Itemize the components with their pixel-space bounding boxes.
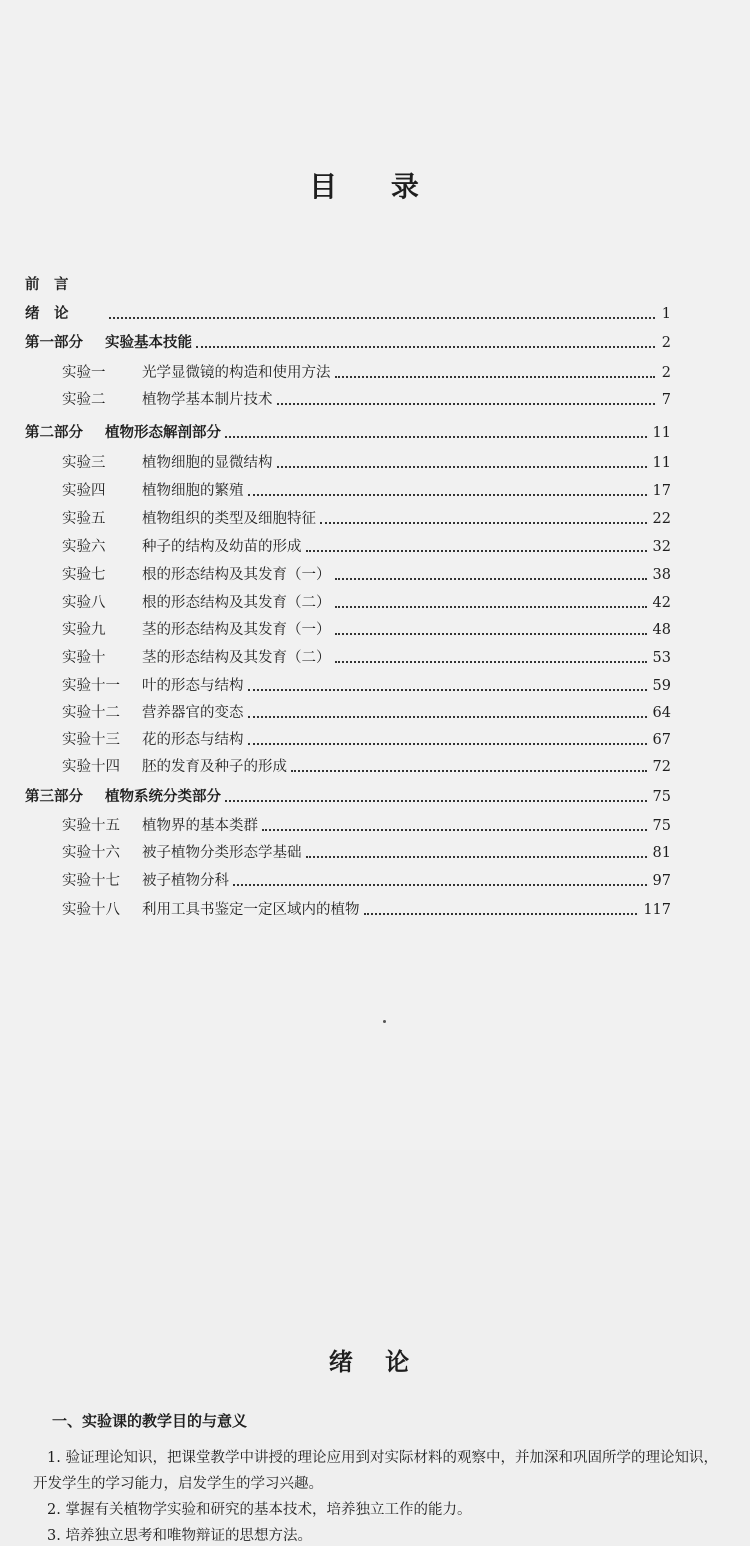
toc-entry	[62, 450, 671, 472]
toc-leader-dots	[248, 494, 647, 496]
toc-page-number: 97	[652, 873, 671, 889]
toc-entry-number: 第一部分	[25, 335, 83, 351]
toc-entry-number: 实验十五	[62, 818, 120, 834]
toc-entry	[62, 645, 671, 667]
toc-entry-number: 实验十七	[62, 873, 120, 889]
toc-entry-title: 植物界的基本类群	[142, 818, 258, 834]
toc-entry-number: 实验二	[62, 392, 106, 408]
toc-leader-dots	[225, 436, 647, 438]
toc-page-number: 22	[652, 511, 671, 527]
toc-page-number: 81	[652, 845, 671, 861]
intro-title: 绪 论	[328, 1347, 422, 1376]
toc-entry-title: 植物学基本制片技术	[142, 392, 273, 408]
toc-entry	[62, 700, 671, 722]
toc-leader-dots	[248, 743, 647, 745]
toc-entry	[25, 784, 671, 806]
toc-leader-dots	[320, 522, 647, 524]
toc-leader-dots	[277, 403, 656, 405]
toc-page-number: 48	[652, 622, 671, 638]
section-heading: 一、实验课的教学目的与意义	[52, 1412, 248, 1430]
toc-entry-number: 实验五	[62, 511, 106, 527]
toc-page-number: 11	[652, 455, 671, 471]
toc-leader-dots	[233, 884, 647, 886]
toc-page-number: 75	[652, 789, 671, 805]
toc-entry-number: 实验四	[62, 483, 106, 499]
toc-entry-title: 根的形态结构及其发育（一）	[142, 567, 331, 583]
toc-entry	[62, 673, 671, 695]
toc-entry-title: 被子植物分类形态学基础	[142, 845, 302, 861]
toc-entry	[62, 562, 671, 584]
toc-page-number: 2	[661, 335, 671, 351]
toc-entry-number: 实验十八	[62, 902, 120, 918]
toc-entry	[62, 478, 671, 500]
toc-leader-dots	[248, 689, 647, 691]
toc-entry-title: 叶的形态与结构	[142, 678, 244, 694]
toc-entry-number: 实验七	[62, 567, 106, 583]
toc-entry	[25, 272, 671, 294]
toc-leader-dots	[306, 550, 647, 552]
toc-entry-title: 被子植物分科	[142, 873, 229, 889]
toc-entry-number: 实验十六	[62, 845, 120, 861]
toc-page-number: 53	[652, 650, 671, 666]
toc-entry	[62, 387, 671, 409]
toc-leader-dots	[335, 661, 647, 663]
toc-page-number: 1	[661, 306, 671, 322]
toc-entry	[62, 506, 671, 528]
toc-entry-number: 实验一	[62, 365, 106, 381]
paragraph-1: 1. 验证理论知识，把课堂教学中讲授的理论应用到对实际材料的观察中，并加深和巩固所学的理论知识，开发学生的学习能力，启发学生的学习兴趣。	[33, 1450, 718, 1492]
toc-entry-title: 种子的结构及幼苗的形成	[142, 539, 302, 555]
toc-page-number: 11	[652, 425, 671, 441]
toc-entry	[62, 360, 671, 382]
toc-entry-title: 植物组织的类型及细胞特征	[142, 511, 316, 527]
toc-page-number: 42	[652, 595, 671, 611]
toc-entry	[25, 420, 671, 442]
toc-entry-title: 茎的形态结构及其发育（一）	[142, 622, 331, 638]
toc-entry	[62, 617, 671, 639]
toc-leader-dots	[335, 578, 647, 580]
toc-entry-title: 光学显微镜的构造和使用方法	[142, 365, 331, 381]
toc-leader-dots	[277, 466, 647, 468]
toc-page-number: 75	[652, 818, 671, 834]
toc-leader-dots	[225, 800, 647, 802]
toc-entry-title: 利用工具书鉴定一定区域内的植物	[142, 902, 360, 918]
toc-page-number: 38	[652, 567, 671, 583]
toc-page-number: 7	[661, 392, 671, 408]
toc-entry-number: 实验八	[62, 595, 106, 611]
toc-entry-number: 第三部分	[25, 789, 83, 805]
toc-entry-title: 营养器官的变态	[142, 705, 244, 721]
toc-entry-title: 植物系统分类部分	[105, 789, 221, 805]
toc-entry	[25, 301, 671, 323]
toc-entry	[62, 868, 671, 890]
toc-entry-number: 实验六	[62, 539, 106, 555]
toc-entry	[62, 813, 671, 835]
toc-leader-dots	[335, 633, 647, 635]
paragraph-3: 3. 培养独立思考和唯物辩证的思想方法。	[47, 1528, 312, 1544]
toc-entry	[62, 840, 671, 862]
toc-leader-dots	[291, 770, 647, 772]
toc-leader-dots	[248, 716, 647, 718]
toc-entry-title: 根的形态结构及其发育（二）	[142, 595, 331, 611]
toc-entry	[62, 727, 671, 749]
toc-entry-title: 茎的形态结构及其发育（二）	[142, 650, 331, 666]
toc-entry	[62, 534, 671, 556]
toc-leader-dots	[109, 317, 655, 319]
toc-page-number: 72	[652, 759, 671, 775]
toc-entry-title: 实验基本技能	[105, 335, 192, 351]
toc-page-number: 17	[652, 483, 671, 499]
toc-entry-number: 实验十	[62, 650, 106, 666]
toc-leader-dots	[262, 829, 647, 831]
toc-entry	[25, 330, 671, 352]
toc-page-number: 32	[652, 539, 671, 555]
toc-leader-dots	[335, 376, 656, 378]
toc-entry-number: 实验十四	[62, 759, 120, 775]
toc-page-number: 67	[652, 732, 671, 748]
toc-page-number: 59	[652, 678, 671, 694]
toc-entry-title: 胚的发育及种子的形成	[142, 759, 287, 775]
toc-entry-number: 实验三	[62, 455, 106, 471]
page-mark	[383, 1020, 386, 1023]
toc-entry-title: 花的形态与结构	[142, 732, 244, 748]
toc-entry	[62, 590, 671, 612]
toc-entry-number: 前 言	[25, 277, 69, 293]
toc-entry-number: 实验十一	[62, 678, 120, 694]
toc-title: 目 录	[309, 170, 441, 203]
toc-entry-number: 实验十三	[62, 732, 120, 748]
toc-entry-title: 植物细胞的繁殖	[142, 483, 244, 499]
toc-entry	[62, 754, 671, 776]
toc-entry-number: 实验九	[62, 622, 106, 638]
toc-entry-number: 实验十二	[62, 705, 120, 721]
toc-page-number: 64	[652, 705, 671, 721]
toc-leader-dots	[306, 856, 647, 858]
toc-leader-dots	[335, 606, 647, 608]
toc-entry-number: 绪 论	[25, 306, 69, 322]
toc-page-number: 117	[643, 902, 671, 918]
toc-entry-title: 植物细胞的显微结构	[142, 455, 273, 471]
toc-page-number: 2	[661, 365, 671, 381]
toc-entry-title: 植物形态解剖部分	[105, 425, 221, 441]
toc-leader-dots	[364, 913, 638, 915]
toc-entry	[62, 897, 671, 919]
toc-entry-number: 第二部分	[25, 425, 83, 441]
toc-leader-dots	[196, 346, 655, 348]
paragraph-2: 2. 掌握有关植物学实验和研究的基本技术，培养独立工作的能力。	[47, 1502, 472, 1518]
